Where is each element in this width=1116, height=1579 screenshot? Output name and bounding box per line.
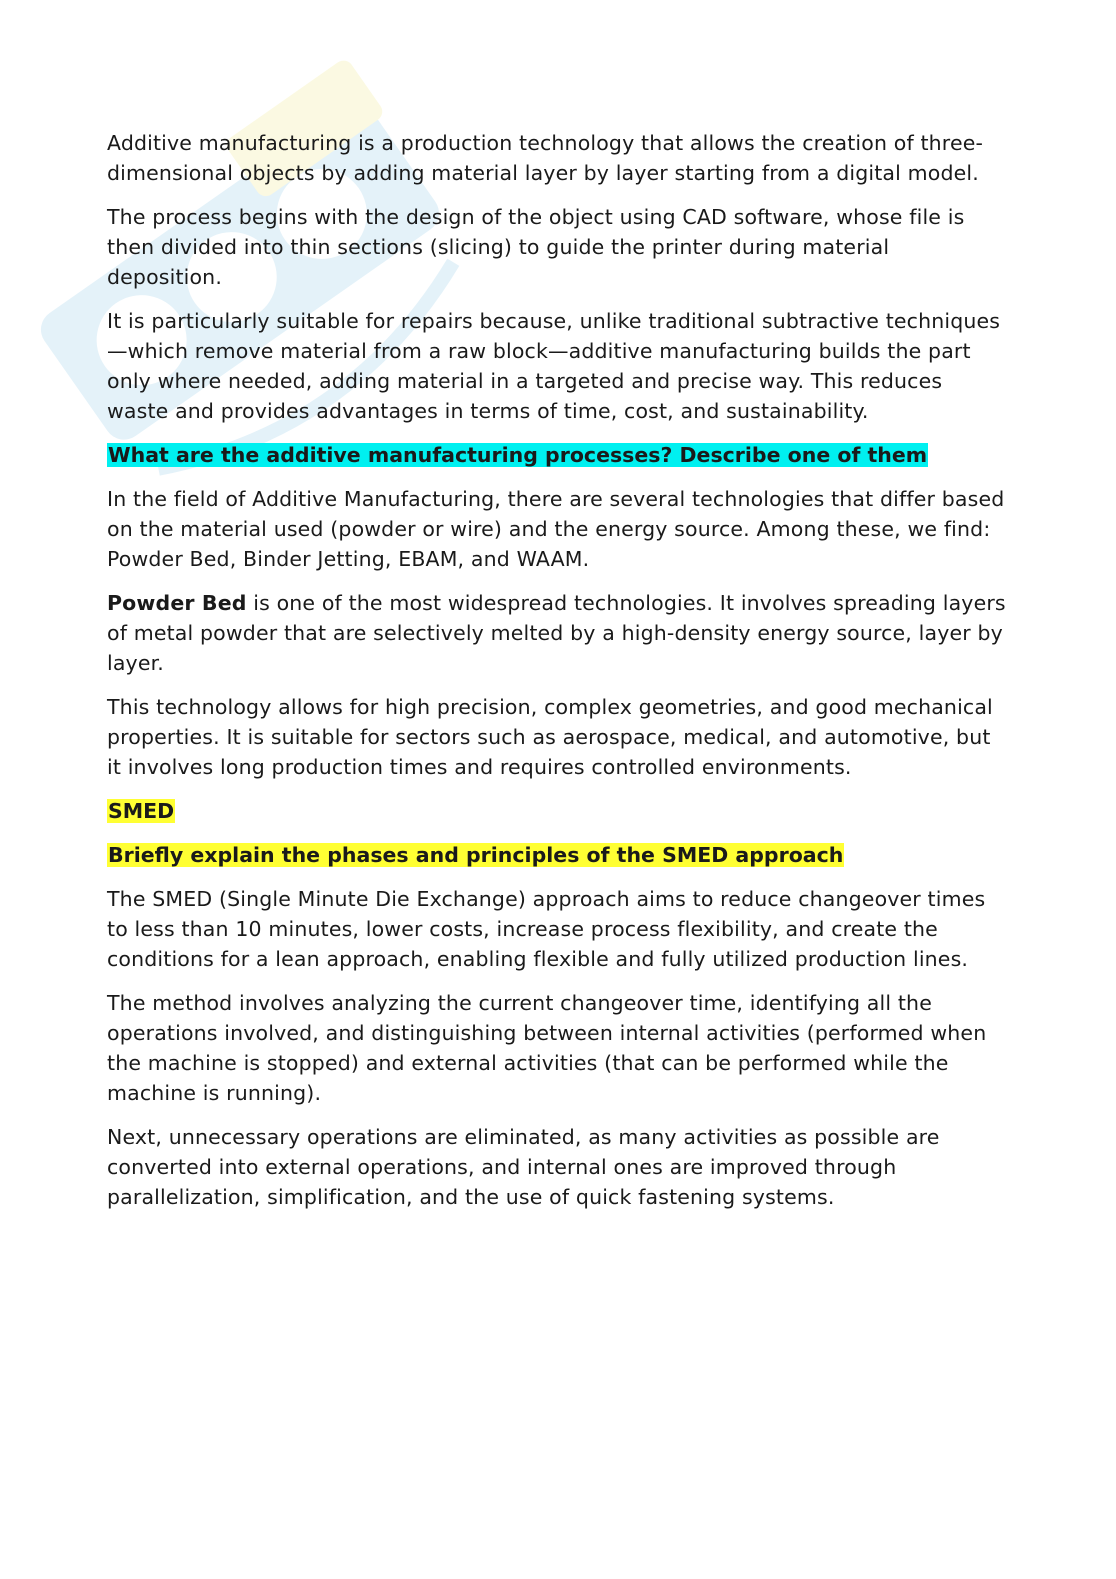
intro-paragraph-1: Additive manufacturing is a production technology that allows the creation of three-dimensional objects by adding material layer by layer starting from a digital model. xyxy=(107,131,984,185)
smed-paragraph-2: The method involves analyzing the current changeover time, identifying all the operations involved, and distinguishing between internal activities (performed when the machine is stopped) and external activities (that can be performed while the machine is running). xyxy=(107,991,987,1105)
smed-title: SMED xyxy=(108,799,175,823)
powder-bed-term: Powder Bed xyxy=(107,591,247,615)
smed-question-heading xyxy=(107,840,1007,870)
document-body xyxy=(107,128,1007,1226)
am-paragraph-1: In the field of Additive Manufacturing, there are several technologies that differ based on the material used (powder or wire) and the energy source. Among these, we find: Powder Bed, Binder Jetting, EBAM, and WAAM. xyxy=(107,487,1005,571)
am-paragraph-2-rest: is one of the most widespread technologies. It involves spreading layers of metal powder that are selectively melted by a high-density energy source, layer by layer. xyxy=(107,591,1006,675)
intro-paragraph-3: It is particularly suitable for repairs because, unlike traditional subtractive techniques—which remove material from a raw block—additive manufacturing builds the part only where needed, adding material in a targeted and precise way. This reduces waste and provides advantages in terms of time, cost, and sustainability. xyxy=(107,309,1001,423)
smed-paragraph-3: Next, unnecessary operations are eliminated, as many activities as possible are converted into external operations, and internal ones are improved through parallelization, simplification, and the use of quick fastening systems. xyxy=(107,1125,940,1209)
smed-title-heading xyxy=(107,796,1007,826)
intro-paragraph-2: The process begins with the design of the object using CAD software, whose file is then divided into thin sections (slicing) to guide the printer during material deposition. xyxy=(107,205,965,289)
am-question-text: What are the additive manufacturing processes? Describe one of them xyxy=(108,443,928,467)
am-question-heading xyxy=(107,440,1007,470)
am-paragraph-3: This technology allows for high precision, complex geometries, and good mechanical properties. It is suitable for sectors such as aerospace, medical, and automotive, but it involves long production times and requires controlled environments. xyxy=(107,695,993,779)
smed-paragraph-1: The SMED (Single Minute Die Exchange) approach aims to reduce changeover times to less than 10 minutes, lower costs, increase process flexibility, and create the conditions for a lean approach, enabling flexible and fully utilized production lines. xyxy=(107,887,986,971)
smed-question-text: Briefly explain the phases and principles of the SMED approach xyxy=(108,843,844,867)
am-paragraph-2 xyxy=(107,588,1007,678)
